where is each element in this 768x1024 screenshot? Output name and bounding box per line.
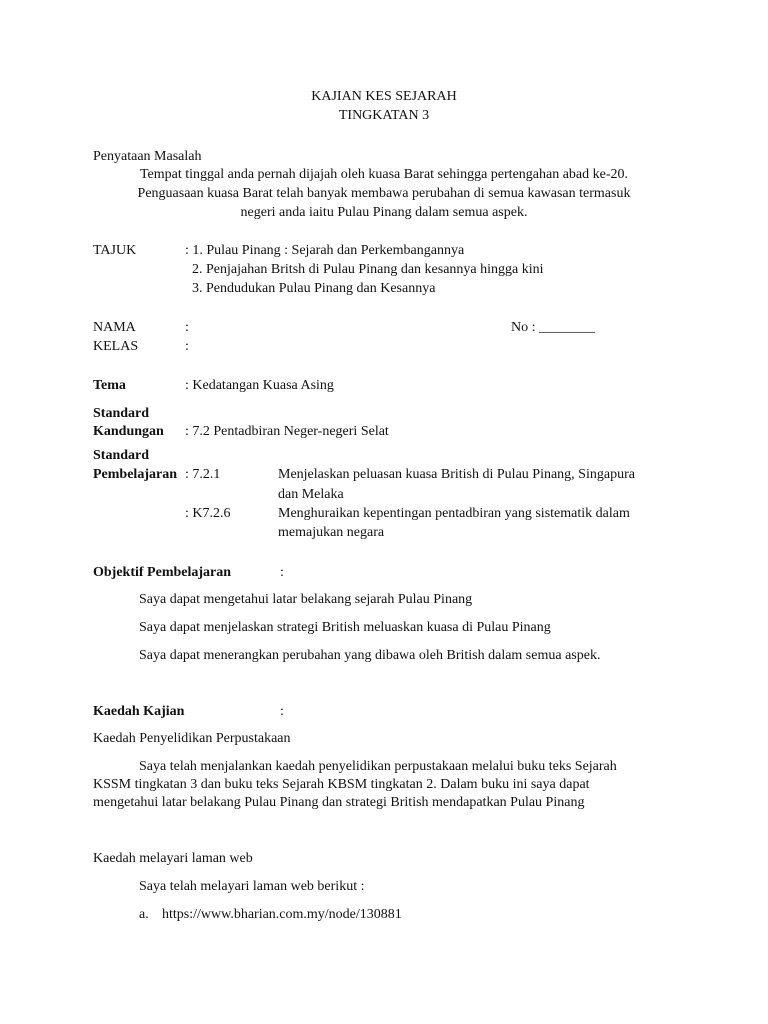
sp-code-2: : K7.2.6 (185, 506, 231, 521)
tema-label: Tema (93, 378, 126, 393)
objektif-item-1: Saya dapat mengetahui latar belakang sejarah Pulau Pinang (139, 592, 473, 607)
objektif-item-2: Saya dapat menjelaskan strategi British meluaskan kuasa di Pulau Pinang (139, 620, 551, 635)
objektif-label: Objektif Pembelajaran (93, 565, 232, 580)
sp-code-1: : 7.2.1 (185, 467, 221, 482)
standard-kandungan-label-2: Kandungan (93, 424, 164, 439)
nama-colon: : (185, 320, 189, 335)
perpustakaan-heading: Kaedah Penyelidikan Perpustakaan (93, 731, 291, 746)
problem-heading: Penyataan Masalah (93, 149, 202, 164)
problem-line-3: negeri anda iaitu Pulau Pinang dalam semua aspek. (240, 205, 528, 220)
number-field: No : ________ (511, 320, 595, 335)
sp-desc-2-line-2: memajukan negara (278, 525, 385, 540)
kaedah-label: Kaedah Kajian (93, 704, 185, 719)
perpustakaan-line-1: Saya telah menjalankan kaedah penyelidikan perpustakaan melalui buku teks Sejarah (139, 759, 617, 774)
problem-line-1: Tempat tinggal anda pernah dijajah oleh kuasa Barat sehingga pertengahan abad ke-20. (139, 167, 629, 182)
tajuk-label: TAJUK (93, 243, 137, 258)
tajuk-item-3: 3. Pendudukan Pulau Pinang dan Kesannya (192, 281, 436, 296)
standard-kandungan-value: : 7.2 Pentadbiran Neger-negeri Selat (185, 424, 389, 439)
nama-label: NAMA (93, 320, 136, 335)
perpustakaan-line-2: KSSM tingkatan 3 dan buku teks Sejarah KBSM tingkatan 2. Dalam buku ini saya dapat (93, 777, 590, 792)
web-link[interactable]: https://www.bharian.com.my/node/130881 (162, 907, 402, 922)
web-heading: Kaedah melayari laman web (93, 851, 253, 866)
perpustakaan-line-3: mengetahui latar belakang Pulau Pinang dan strategi British mendapatkan Pulau Pinang (93, 795, 585, 810)
web-list-marker: a. (139, 907, 149, 922)
kaedah-colon: : (280, 704, 284, 719)
sp-desc-1-line-2: dan Melaka (278, 487, 344, 502)
tema-value: : Kedatangan Kuasa Asing (185, 378, 334, 393)
kelas-colon: : (185, 339, 189, 354)
standard-pembelajaran-label-1: Standard (93, 448, 150, 463)
standard-kandungan-label-1: Standard (93, 406, 150, 421)
document-subtitle: TINGKATAN 3 (338, 108, 430, 123)
sp-desc-1-line-1: Menjelaskan peluasan kuasa British di Pulau Pinang, Singapura (278, 467, 635, 482)
tajuk-item-2: 2. Penjajahan Britsh di Pulau Pinang dan kesannya hingga kini (192, 262, 544, 277)
standard-pembelajaran-label-2: Pembelajaran (93, 467, 177, 482)
sp-desc-2-line-1: Menghuraikan kepentingan pentadbiran yang sistematik dalam (278, 506, 630, 521)
tajuk-item-1: : 1. Pulau Pinang : Sejarah dan Perkembangannya (185, 243, 465, 258)
web-intro: Saya telah melayari laman web berikut : (139, 879, 365, 894)
objektif-colon: : (280, 565, 284, 580)
objektif-item-3: Saya dapat menerangkan perubahan yang dibawa oleh British dalam semua aspek. (139, 648, 601, 663)
document-title: KAJIAN KES SEJARAH (311, 89, 457, 104)
problem-line-2: Penguasaan kuasa Barat telah banyak membawa perubahan di semua kawasan termasuk (137, 186, 631, 201)
kelas-label: KELAS (93, 339, 139, 354)
